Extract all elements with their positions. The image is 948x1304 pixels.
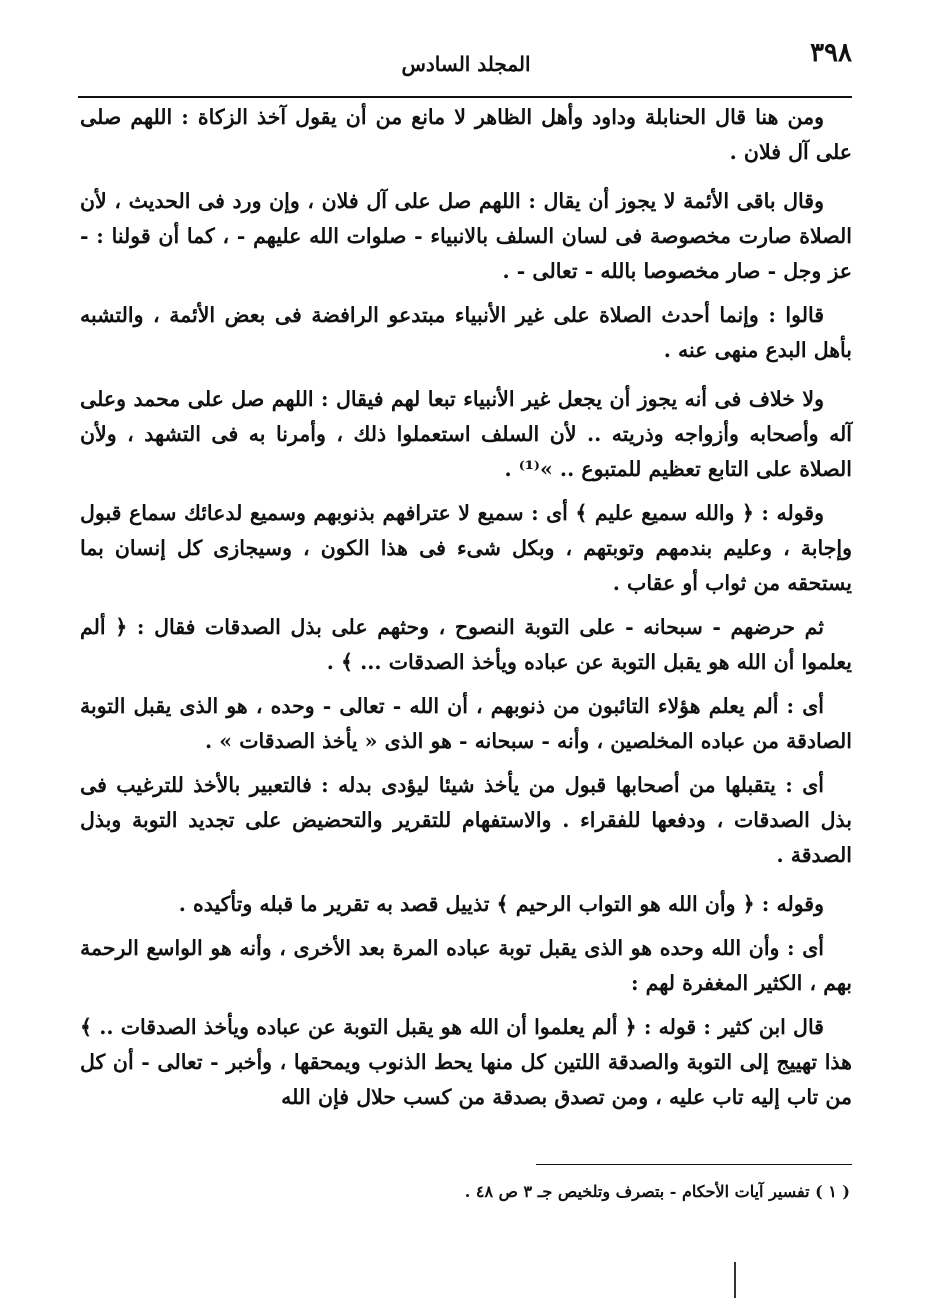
paragraph: قال ابن كثير : قوله : ﴿ ألم يعلموا أن الله هو يقبل التوبة عن عباده ويأخذ الصدقات .. ﴾ هذا تهييج إلى التوبة والصدقة اللتين كل منها يحط الذنوب ويمحقها ، وأخبر - تعالى - أن كل من تاب إليه تاب عليه ، ومن تصدق بصدقة من كسب حلال فإن الله	[80, 1015, 852, 1109]
gutter-mark	[734, 1262, 736, 1298]
page-header	[80, 38, 852, 88]
footnote-divider	[536, 1164, 852, 1165]
paragraph: ثم حرضهم - سبحانه - على التوبة النصوح ، وحثهم على بذل الصدقات فقال : ﴿ ألم يعلموا أن الله هو يقبل التوبة عن عباده ويأخذ الصدقات ... ﴾ .	[80, 615, 852, 674]
header-divider	[78, 96, 852, 98]
body-text	[80, 100, 852, 1124]
paragraph: وقوله : ﴿ وأن الله هو التواب الرحيم ﴾ تذييل قصد به تقرير ما قبله وتأكيده .	[178, 892, 824, 916]
page-number: ٣٩٨	[810, 38, 852, 68]
footnote: ( ١ ) تفسير آيات الأحكام - بتصرف وتلخيص جـ ٣ ص ٤٨ .	[464, 1182, 850, 1201]
paragraph: أى : وأن الله وحده هو الذى يقبل توبة عباده المرة بعد الأخرى ، وأنه هو الواسع الرحمة بهم ، الكثير المغفرة لهم :	[80, 936, 852, 995]
paragraph: ومن هنا قال الحنابلة وداود وأهل الظاهر لا مانع من أن يقول آخذ الزكاة : اللهم صلى على آل فلان .	[80, 105, 852, 164]
paragraph: أى : يتقبلها من أصحابها قبول من يأخذ شيئا ليؤدى بدله : فالتعبير بالأخذ للترغيب فى بذل الصدقات ، ودفعها للفقراء . والاستفهام للتقرير والتحضيض على تجديد التوبة وبذل الصدقة .	[80, 773, 852, 867]
paragraph: قالوا : وإنما أحدث الصلاة على غير الأنبياء مبتدعو الرافضة فى بعض الأئمة ، والتشبه بأهل البدع منهى عنه .	[80, 303, 852, 362]
paragraph: وقال باقى الأئمة لا يجوز أن يقال : اللهم صل على آل فلان ، وإن ورد فى الحديث ، لأن الصلاة صارت مخصوصة فى لسان السلف بالانبياء - صلوات الله عليهم - ، كما أن قولنا : - عز وجل - صار مخصوصا بالله - تعالى - .	[80, 189, 852, 283]
paragraph: أى : ألم يعلم هؤلاء التائبون من ذنوبهم ، أن الله - تعالى - وحده ، هو الذى يقبل التوبة الصادقة من عباده المخلصين ، وأنه - سبحانه - هو الذى « يأخذ الصدقات » .	[80, 694, 852, 753]
paragraph: ولا خلاف فى أنه يجوز أن يجعل غير الأنبياء تبعا لهم فيقال : اللهم صل على محمد وعلى آله وأصحابه وأزواجه وذريته .. لأن السلف استعملوا ذلك ، وأمرنا به فى التشهد ، ولأن الصلاة على التابع تعظيم للمتبوع .. »⁽¹⁾ .	[80, 387, 852, 481]
volume-title: المجلد السادس	[401, 52, 531, 76]
paragraph: وقوله : ﴿ والله سميع عليم ﴾ أى : سميع لا عترافهم بذنوبهم وسميع لدعائك سماع قبول وإجابة ، وعليم بندمهم وتوبتهم ، وبكل شىء فى هذا الكون ، وسيجازى كل إنسان بما يستحقه من ثواب أو عقاب .	[80, 501, 852, 595]
